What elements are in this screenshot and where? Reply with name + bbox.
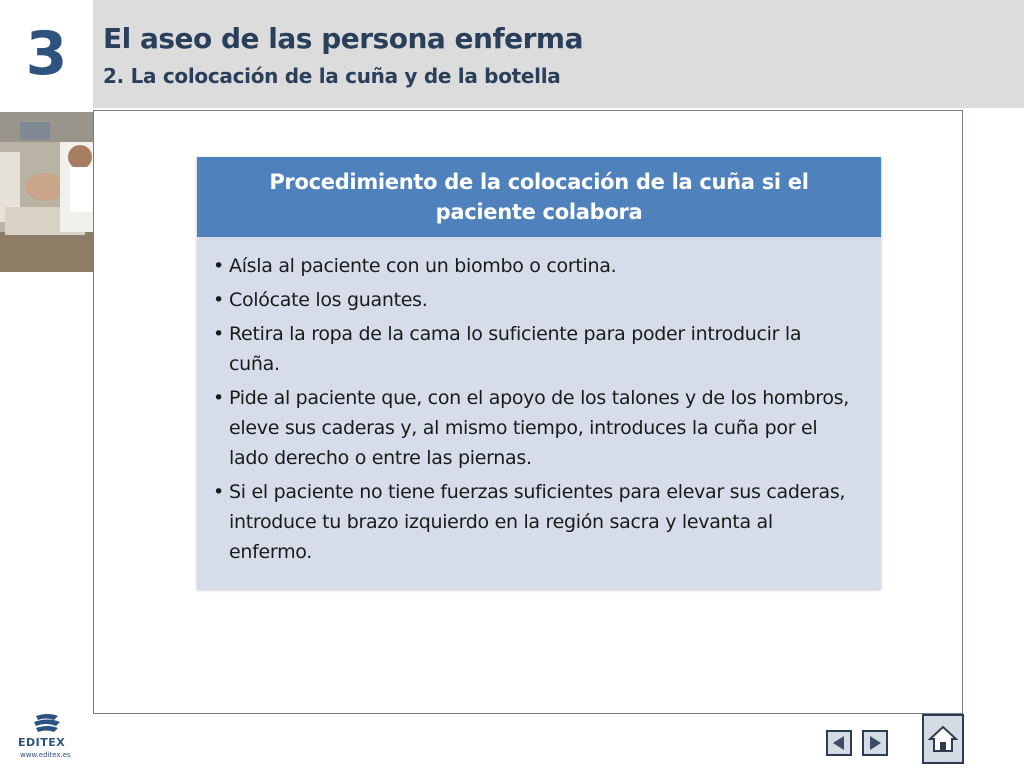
- procedure-step: • Retira la ropa de la cama lo suficiente para poder introducir la cuña.: [213, 319, 857, 379]
- decorative-photo: [0, 112, 93, 272]
- procedure-step: • Pide al paciente que, con el apoyo de los talones y de los hombros, eleve sus caderas y, al mismo tiempo, introduces la cuña por el lado derecho o entre las piernas.: [213, 383, 857, 473]
- page-title: El aseo de las persona enferma: [103, 22, 583, 55]
- procedure-steps: [197, 237, 881, 567]
- logo-text: EDITEX: [18, 736, 66, 749]
- previous-button[interactable]: [826, 730, 852, 756]
- procedure-card-heading: Procedimiento de la colocación de la cuña si el paciente colabora: [197, 157, 881, 237]
- home-button[interactable]: [922, 714, 964, 764]
- chapter-number: 3: [25, 19, 68, 89]
- next-button[interactable]: [862, 730, 888, 756]
- procedure-step: • Colócate los guantes.: [213, 285, 857, 315]
- page-subtitle: 2. La colocación de la cuña y de la botella: [103, 64, 561, 88]
- triangle-right-icon: [867, 735, 883, 751]
- triangle-left-icon: [831, 735, 847, 751]
- procedure-step: • Si el paciente no tiene fuerzas suficientes para elevar sus caderas, introduce tu brazo izquierdo en la región sacra y levanta al enfermo.: [213, 477, 857, 567]
- logo-url: www.editex.es: [20, 751, 71, 759]
- procedure-card: [197, 157, 881, 589]
- procedure-step: • Aísla al paciente con un biombo o cortina.: [213, 251, 857, 281]
- house-icon: [928, 724, 958, 754]
